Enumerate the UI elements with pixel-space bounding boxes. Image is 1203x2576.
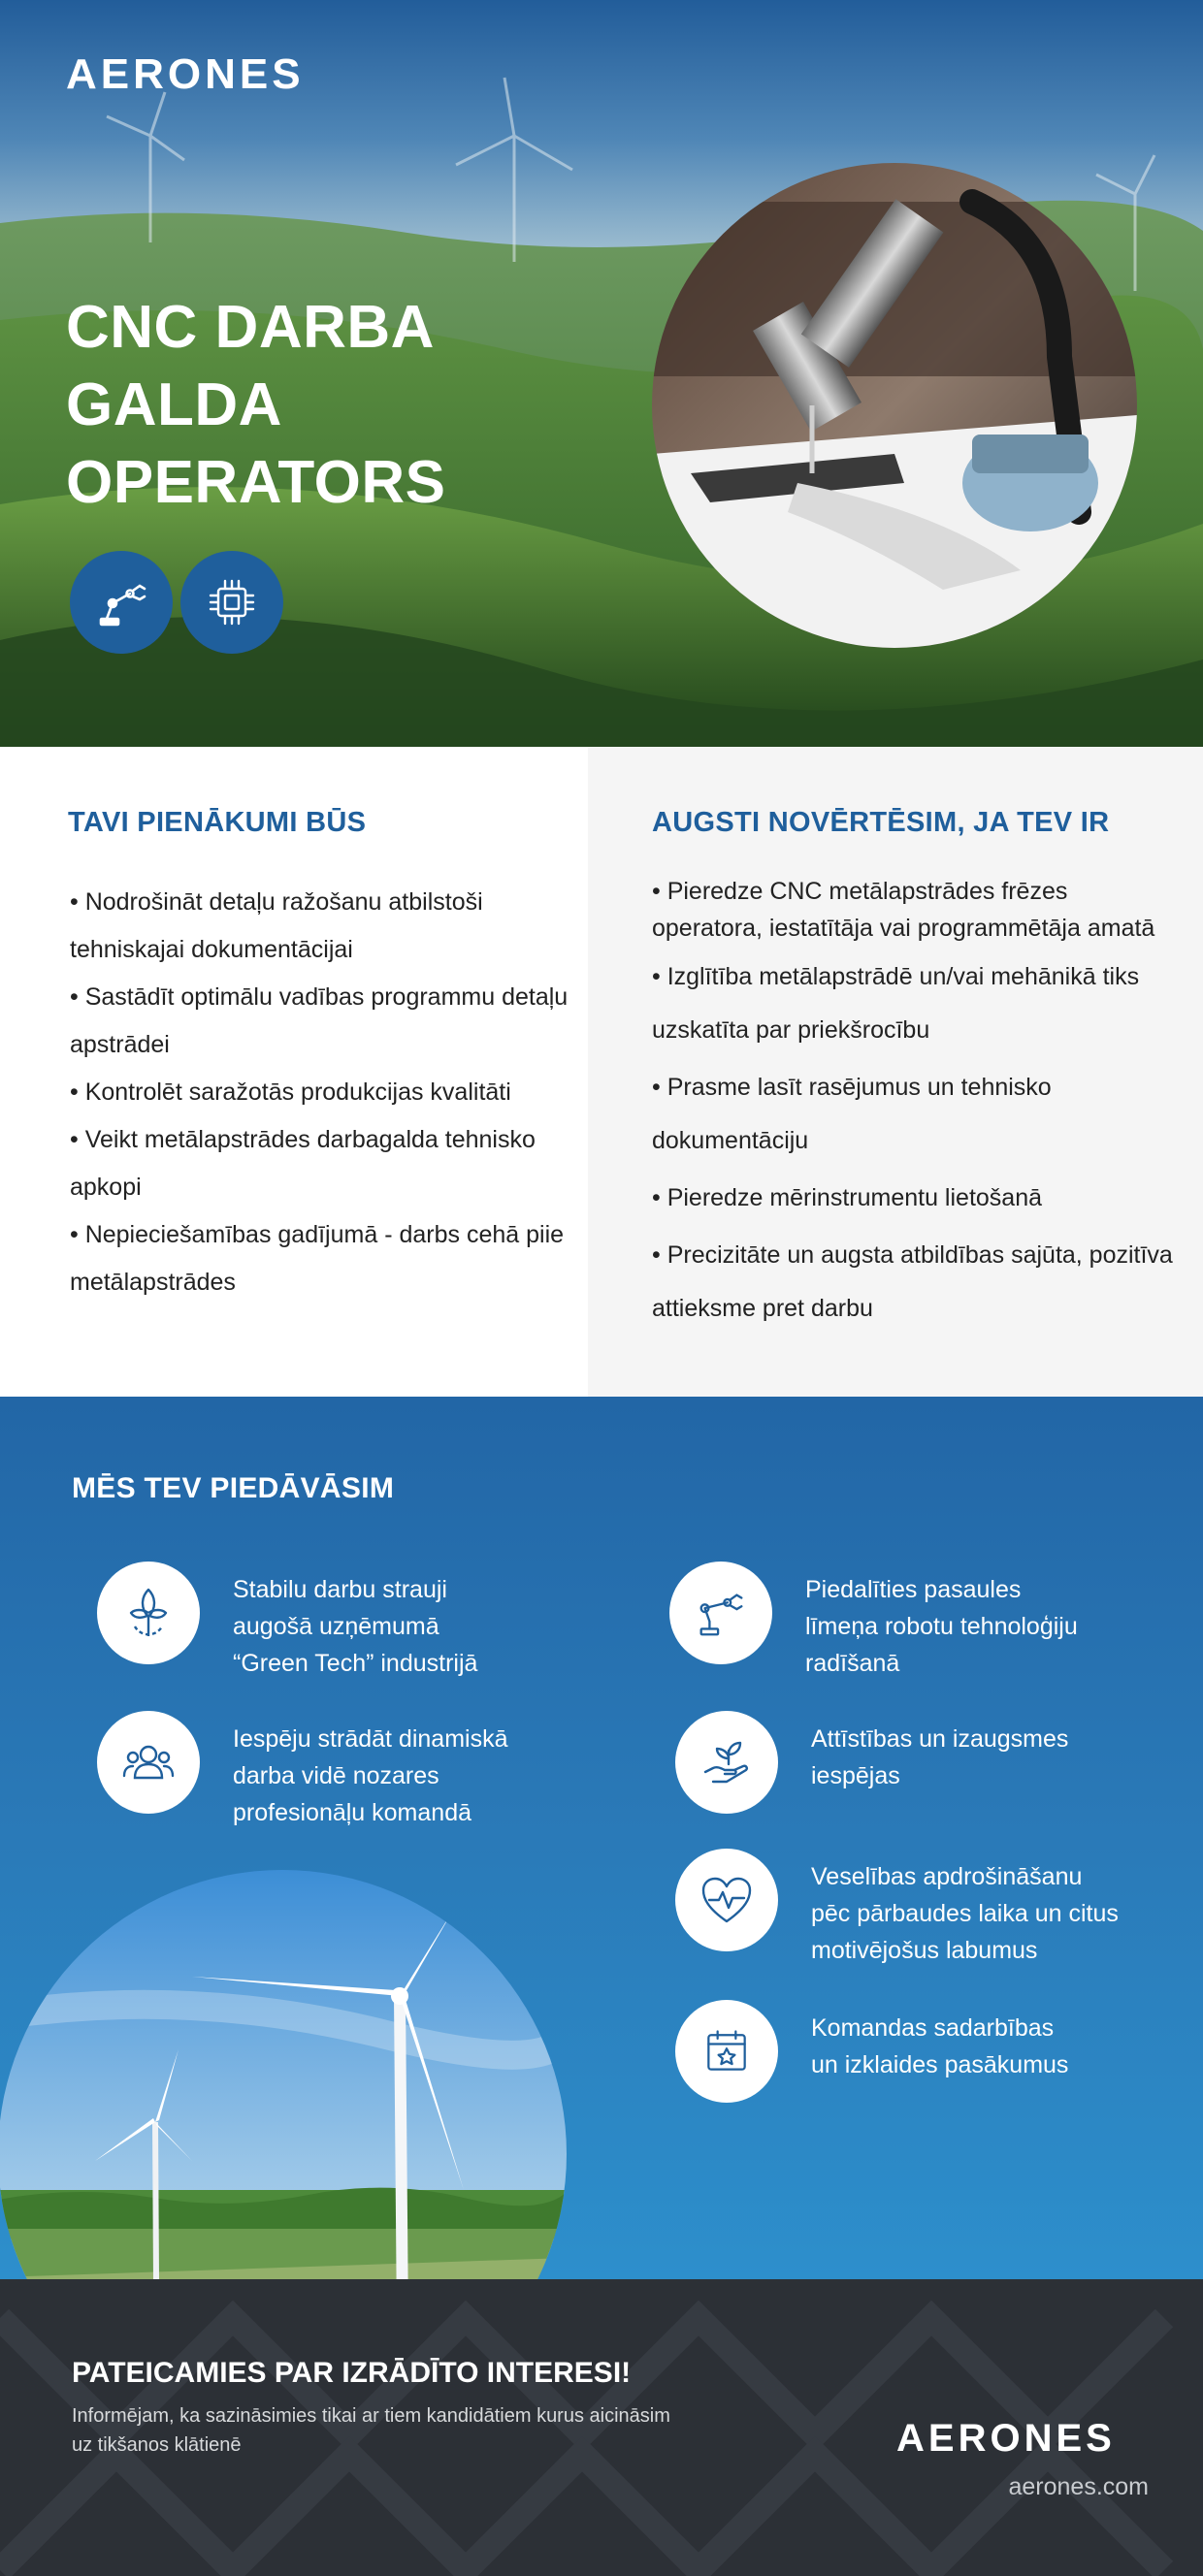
calendar-star-icon <box>699 2024 754 2078</box>
benefit-item <box>675 1849 1180 1969</box>
cnc-robot-photo <box>652 163 1137 648</box>
requirement-item: • Pieredze CNC metālapstrādes frēzes operatora, iestatītāja vai programmētāja amatā <box>652 878 1155 942</box>
heart-pulse-icon <box>698 1871 756 1929</box>
benefit-item <box>669 1562 1174 1682</box>
benefit-text: Komandas sadarbības un izklaides pasākumus <box>811 2014 1069 2078</box>
requirements-list <box>652 873 1176 1339</box>
duty-item: • Sastādīt optimālu vadības programmu detaļu apstrādei <box>70 983 569 1058</box>
benefit-item <box>97 1711 602 1831</box>
footer-logo: AERONES <box>896 2417 1116 2460</box>
wind-turbine-photo <box>0 1870 567 2279</box>
hero-section <box>0 0 1203 747</box>
requirement-item: • Precizitāte un augsta atbildības sajūta, pozitīva attieksme pret darbu <box>652 1241 1173 1322</box>
footer-note: Informējam, ka sazināsimies tikai ar tiem kandidātiem kurus aicināsim uz tikšanos klātienē <box>72 2405 670 2456</box>
benefit-icon-circle <box>669 1562 772 1664</box>
benefit-text: Piedalīties pasaules līmeņa robotu tehnoloģiju radīšanā <box>805 1576 1078 1677</box>
job-title-line-1: CNC DARBA <box>66 294 435 361</box>
benefit-text: Veselības apdrošināšanu pēc pārbaudes laika un citus motivējošus labumus <box>811 1863 1119 1964</box>
job-title-line-3: OPERATORS <box>66 449 446 516</box>
benefit-text: Iespēju strādāt dinamiskā darba vidē nozares profesionāļu komandā <box>233 1725 508 1826</box>
chip-icon <box>202 572 262 632</box>
benefit-text: Attīstības un izaugsmes iespējas <box>811 1725 1069 1789</box>
duty-item: • Kontrolēt saražotās produkcijas kvalitāti <box>70 1079 511 1106</box>
benefit-item <box>97 1562 602 1682</box>
requirement-item: • Izglītība metālapstrādē un/vai mehānikā tiks uzskatīta par priekšrocību <box>652 963 1140 1044</box>
footer <box>0 2279 1203 2576</box>
requirement-item: • Prasme lasīt rasējumus un tehnisko dokumentāciju <box>652 1074 1052 1154</box>
duty-item: • Nodrošināt detaļu ražošanu atbilstoši tehniskajai dokumentācijai <box>70 888 483 963</box>
job-title <box>66 289 570 522</box>
requirements-heading: AUGSTI NOVĒRTĒSIM, JA TEV IR <box>652 807 1110 838</box>
duty-item: • Nepieciešamības gadījumā - darbs cehā piie metālapstrādes <box>70 1221 565 1296</box>
aerones-logo: AERONES <box>66 50 305 98</box>
plant-hand-icon <box>698 1733 756 1791</box>
offer-section <box>0 1397 1203 2279</box>
requirements-section <box>588 747 1203 1397</box>
duties-heading: TAVI PIENĀKUMI BŪS <box>68 807 367 838</box>
duty-item: • Veikt metālapstrādes darbagalda tehnisko apkopi <box>70 1126 536 1201</box>
job-title-line-2: GALDA <box>66 371 282 438</box>
website-link[interactable]: aerones.com <box>1008 2473 1149 2500</box>
benefit-icon-circle <box>97 1711 200 1814</box>
robot-arm-icon <box>692 1584 750 1642</box>
benefit-icon-circle <box>675 1849 778 1951</box>
offer-heading: MĒS TEV PIEDĀVĀSIM <box>72 1472 395 1504</box>
benefit-icon-circle <box>675 2000 778 2103</box>
duties-list <box>70 879 574 1306</box>
benefit-item <box>675 1711 1180 1814</box>
footer-title: PATEICAMIES PAR IZRĀDĪTO INTERESI! <box>72 2357 632 2389</box>
leaf-gear-icon <box>119 1584 178 1642</box>
team-icon <box>119 1733 178 1791</box>
benefit-item <box>675 2000 1180 2103</box>
duties-section <box>0 747 588 1397</box>
requirement-item: • Pieredze mērinstrumentu lietošanā <box>652 1184 1043 1211</box>
robot-arm-icon <box>91 572 151 632</box>
robot-arm-badge <box>70 551 173 654</box>
benefit-text: Stabilu darbu strauji augošā uzņēmumā “Green Tech” industrijā <box>233 1576 478 1677</box>
benefit-icon-circle <box>675 1711 778 1814</box>
chip-badge <box>180 551 283 654</box>
benefit-icon-circle <box>97 1562 200 1664</box>
